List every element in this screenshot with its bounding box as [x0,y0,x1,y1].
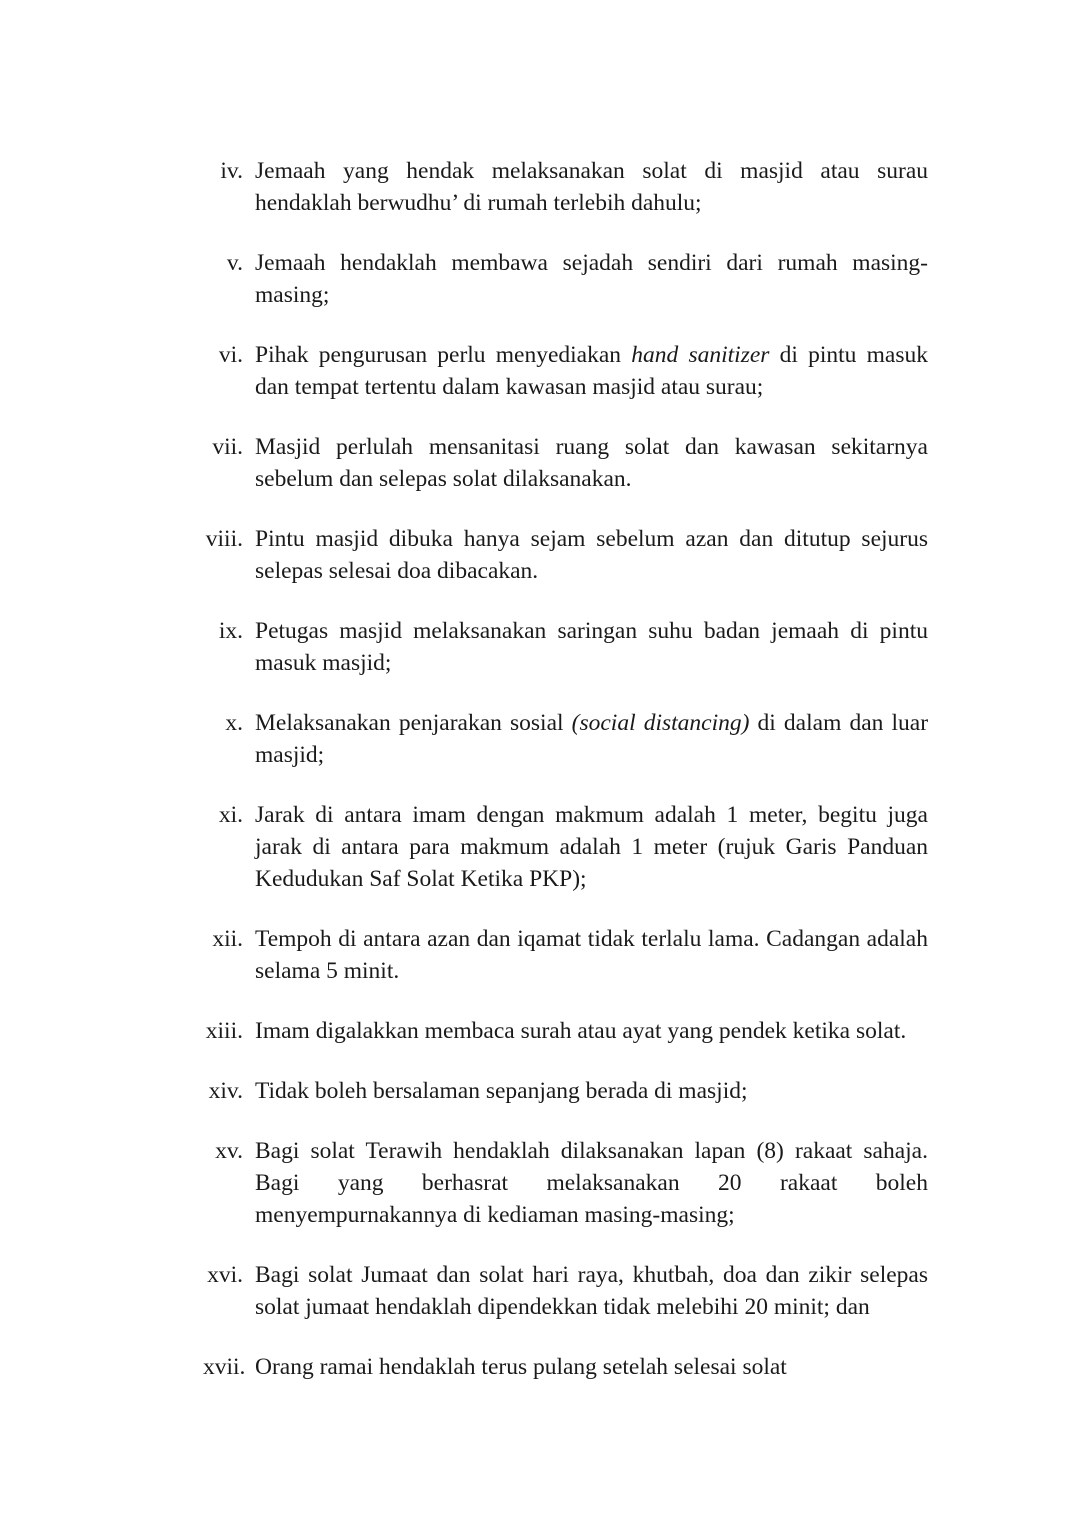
list-item [203,1351,928,1383]
list-item-marker: xii. [212,926,243,952]
list-item-marker: xiii. [205,1018,243,1044]
plain-text: Pihak pengurusan perlu menyediakan [255,342,632,368]
plain-text: Tempoh di antara azan dan iqamat tidak terlalu lama. Cadangan adalah selama 5 minit. [255,926,928,984]
list-item-text [255,1075,928,1107]
list-item-text [255,523,928,587]
emphasis-text: hand sanitizer [631,342,770,368]
plain-text: Orang ramai hendaklah terus pulang setelah selesai solat [255,1354,787,1380]
plain-text: Bagi solat Terawih hendaklah dilaksanakan lapan (8) rakaat sahaja. Bagi yang berhasrat melaksanakan 20 rakaat boleh menyempurnakannya di kediaman masing-masing; [255,1138,928,1228]
list-item-marker: vii. [212,434,243,460]
list-item-marker: xv. [215,1138,243,1164]
list-item-marker: x. [225,710,243,736]
list-item [203,1075,928,1107]
list-item-text [255,707,928,771]
list-item [203,155,928,219]
plain-text: Tidak boleh bersalaman sepanjang berada di masjid; [255,1078,748,1104]
list-item [203,247,928,311]
list-item-marker: ix. [218,618,243,644]
list-item [203,923,928,987]
list-item-text [255,799,928,895]
plain-text: Jarak di antara imam dengan makmum adalah 1 meter, begitu juga jarak di antara para makmum adalah 1 meter (rujuk Garis Panduan Kedudukan Saf Solat Ketika PKP); [255,802,928,892]
list-item-marker: viii. [205,526,243,552]
plain-text: Imam digalakkan membaca surah atau ayat yang pendek ketika solat. [255,1018,907,1044]
list-item [203,615,928,679]
list-item-text [255,1259,928,1323]
list-item [203,799,928,895]
list-item-marker: xvi. [207,1262,243,1288]
list-item-text [255,1351,928,1383]
list-item-text [255,1135,928,1231]
list-item-marker: xvii. [203,1354,246,1380]
plain-text: Pintu masjid dibuka hanya sejam sebelum azan dan ditutup sejurus selepas selesai doa dibacakan. [255,526,928,584]
list-item-text [255,615,928,679]
list-item-marker: xi. [218,802,243,828]
plain-text: Bagi solat Jumaat dan solat hari raya, khutbah, doa dan zikir selepas solat jumaat hendaklah dipendekkan tidak melebihi 20 minit; dan [255,1262,928,1320]
list-item-text [255,339,928,403]
list-item-marker: vi. [218,342,243,368]
list-item-text [255,431,928,495]
list-item [203,431,928,495]
list-item-text [255,155,928,219]
list-item [203,523,928,587]
list-item-text [255,1015,928,1047]
list-item-marker: v. [226,250,243,276]
list-item-marker: xiv. [208,1078,243,1104]
plain-text: Masjid perlulah mensanitasi ruang solat dan kawasan sekitarnya sebelum dan selepas solat dilaksanakan. [255,434,928,492]
list-item [203,707,928,771]
plain-text: di pintu masuk dan tempat tertentu dalam kawasan masjid atau surau; [255,342,928,400]
list-item-marker: iv. [220,158,243,184]
plain-text: Jemaah yang hendak melaksanakan solat di masjid atau surau hendaklah berwudhu’ di rumah terlebih dahulu; [255,158,928,216]
list-item-text [255,923,928,987]
plain-text: Petugas masjid melaksanakan saringan suhu badan jemaah di pintu masuk masjid; [255,618,928,676]
list-item [203,1135,928,1231]
numbered-list [203,155,928,1383]
list-item [203,1015,928,1047]
emphasis-text: (social distancing) [571,710,750,736]
list-item [203,1259,928,1323]
list-item [203,339,928,403]
list-item-text [255,247,928,311]
plain-text: Jemaah hendaklah membawa sejadah sendiri dari rumah masing-masing; [255,250,928,308]
plain-text: di dalam dan luar masjid; [255,710,929,768]
plain-text: Melaksanakan penjarakan sosial [255,710,572,736]
